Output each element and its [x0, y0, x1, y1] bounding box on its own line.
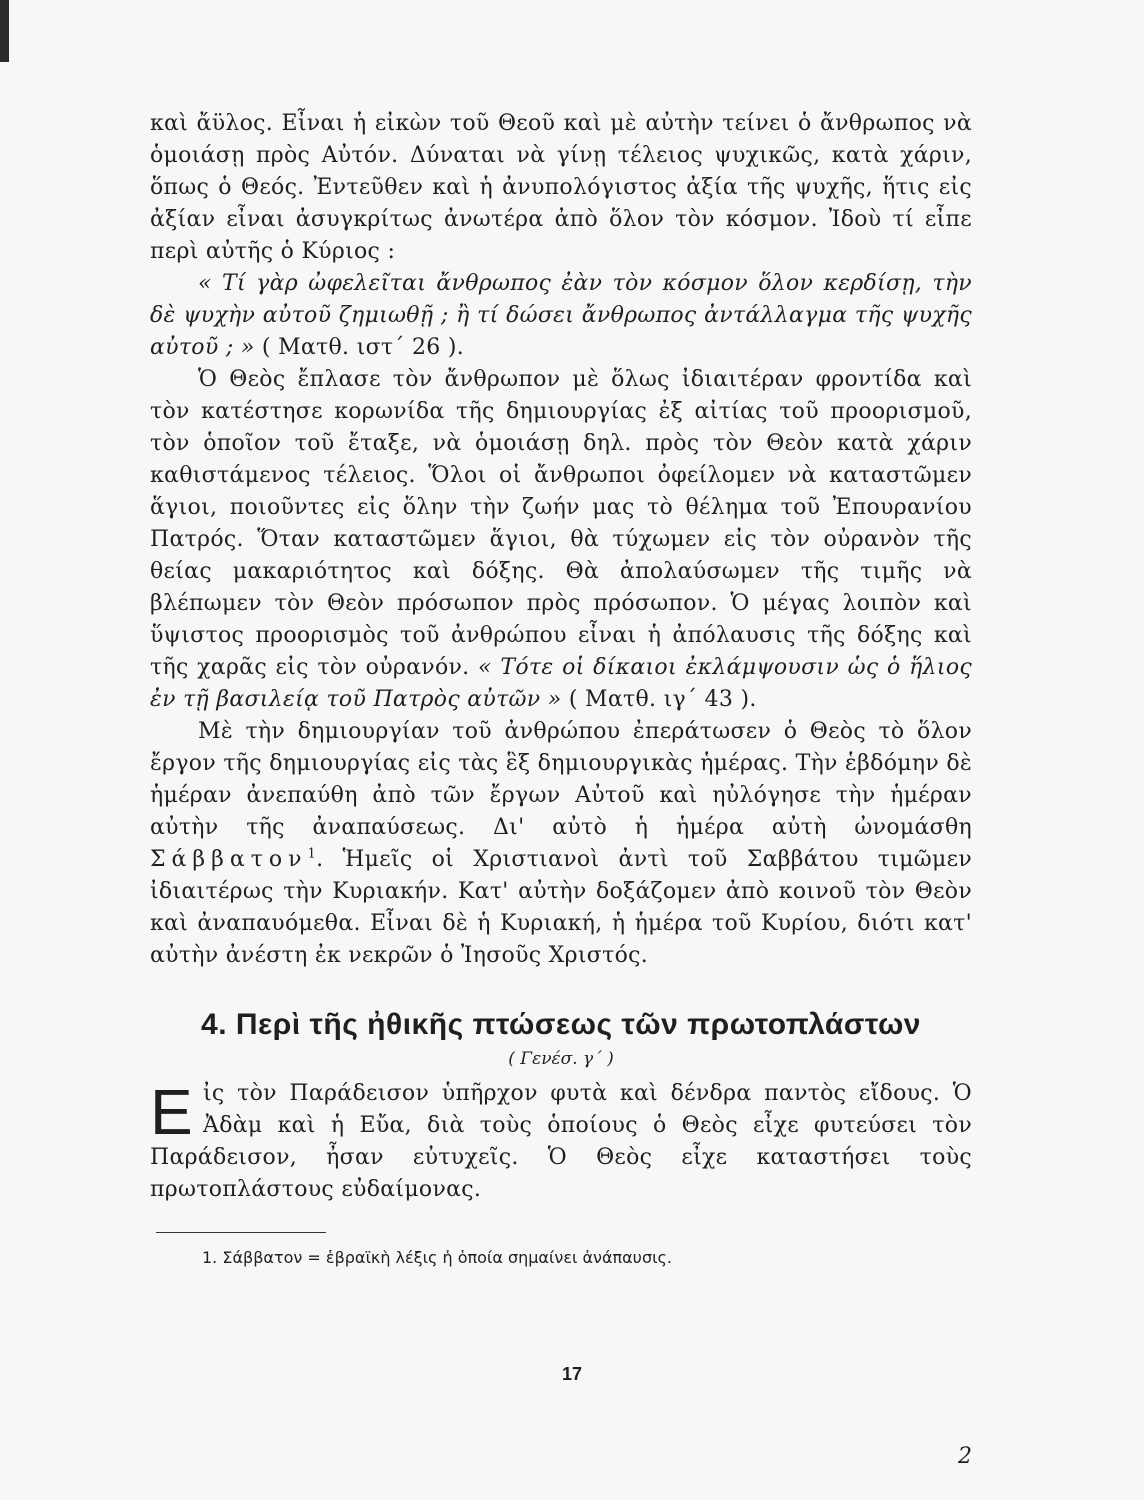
paragraph-3-text-b: . Ἡμεῖς οἱ Χριστιανοὶ ἀντὶ τοῦ Σαββάτου τιμῶμεν ἰδιαιτέρως τὴν Κυριακήν. Κατ' αὐτὴν δοξάζομεν ἀπὸ κοινοῦ τὸν Θεὸν καὶ ἀναπαυόμεθα. Εἶναι δὲ ἡ Κυριακή, ἡ ἡμέρα τοῦ Κυρίου, διότι κατ' αὐτὴν ἀνέστη ἐκ νεκρῶν ὁ Ἰησοῦς Χριστός.: [150, 847, 972, 968]
quote-2-reference: ( Ματθ. ιγ΄ 43 ).: [561, 687, 757, 712]
paragraph-2: [150, 364, 972, 716]
sabbath-word: Σάββατον: [150, 847, 308, 872]
page-number: 17: [561, 1364, 583, 1384]
section-paragraph: [150, 1078, 972, 1206]
page-body: [150, 108, 972, 1269]
footnote: 1. Σάββατον = ἑβραϊκὴ λέξις ἡ ὁποία σημαίνει ἀνάπαυσις.: [202, 1248, 672, 1267]
gospel-quote-1: [150, 268, 972, 364]
quote-1-reference: ( Ματθ. ιστ΄ 26 ).: [254, 335, 465, 360]
paragraph-3: [150, 716, 972, 972]
drop-cap-letter: Ε: [150, 1076, 193, 1148]
footnote-divider: [156, 1232, 326, 1233]
section-title: 4. Περὶ τῆς ἠθικῆς πτώσεως τῶν πρωτοπλάστων: [201, 1008, 921, 1041]
paragraph-1: καὶ ἄϋλος. Εἶναι ἡ εἰκὼν τοῦ Θεοῦ καὶ μὲ αὐτὴν τείνει ὁ ἄνθρωπος νὰ ὁμοιάσῃ πρὸς Αὐτόν. Δύναται νὰ γίνῃ τέλειος ψυχικῶς, κατὰ χάριν, ὅπως ὁ Θεός. Ἐντεῦθεν καὶ ἡ ἀνυπολόγιστος ἀξία τῆς ψυχῆς, ἥτις εἰς ἀξίαν εἶναι ἀσυγκρίτως ἀνωτέρα ἀπὸ ὅλον τὸν κόσμον. Ἰδοὺ τί εἶπε περὶ αὐτῆς ὁ Κύριος :: [150, 111, 972, 264]
scan-edge-mark: [0, 0, 9, 62]
quote-1-text: « Τί γὰρ ὠφελεῖται ἄνθρωπος ἐὰν τὸν κόσμον ὅλον κερδίσῃ, τὴν δὲ ψυχὴν αὐτοῦ ζημιωθῇ ; ἢ τί δώσει ἄνθρωπος ἀντάλλαγμα τῆς ψυχῆς αὐτοῦ ; »: [150, 271, 972, 360]
quote-2-text: « Τότε οἱ δίκαιοι ἐκλάμψουσιν ὡς ὁ ἥλιος ἐν τῇ βασιλείᾳ τοῦ Πατρὸς αὐτῶν »: [150, 655, 972, 712]
section-reference: ( Γενέσ. γ΄ ): [508, 1049, 614, 1069]
paragraph-2-text: Ὁ Θεὸς ἔπλασε τὸν ἄνθρωπον μὲ ὅλως ἰδιαιτέραν φροντίδα καὶ τὸν κατέστησε κορωνίδα τῆς δημιουργίας ἐξ αἰτίας τοῦ προορισμοῦ, τὸν ὁποῖον τοῦ ἔταξε, νὰ ὁμοιάσῃ δηλ. πρὸς τὸν Θεὸν κατὰ χάριν καθιστάμενος τέλειος. Ὅλοι οἱ ἄνθρωποι ὀφείλομεν νὰ καταστῶμεν ἅγιοι, ποιοῦντες εἰς ὅλην τὴν ζωήν μας τὸ θέλημα τοῦ Ἐπουρανίου Πατρός. Ὅταν καταστῶμεν ἅγιοι, θὰ τύχωμεν εἰς τὸν οὐρανὸν τῆς θείας μακαριότητος καὶ δόξης. Θὰ ἀπολαύσωμεν τῆς τιμῆς νὰ βλέπωμεν τὸν Θεὸν πρόσωπον πρὸς πρόσωπον. Ὁ μέγας λοιπὸν καὶ ὕψιστος προορισμὸς τοῦ ἀνθρώπου εἶναι ἡ ἀπόλαυσις τῆς δόξης καὶ τῆς χαρᾶς εἰς τὸν οὐρανόν.: [150, 367, 972, 680]
signature-mark: 2: [958, 1444, 972, 1469]
section-paragraph-text: ἰς τὸν Παράδεισον ὑπῆρχον φυτὰ καὶ δένδρα παντὸς εἴδους. Ὁ Ἀδὰμ καὶ ἡ Εὔα, διὰ τοὺς ὁποίους ὁ Θεὸς εἶχε φυτεύσει τὸν Παράδεισον, ἦσαν εὐτυχεῖς. Ὁ Θεὸς εἶχε καταστήσει τοὺς πρωτοπλάστους εὐδαίμονας.: [150, 1081, 972, 1202]
paragraph-3-text-a: Μὲ τὴν δημιουργίαν τοῦ ἀνθρώπου ἐπεράτωσεν ὁ Θεὸς τὸ ὅλον ἔργον τῆς δημιουργίας εἰς τὰς ἓξ δημιουργικὰς ἡμέρας. Τὴν ἑβδόμην δὲ ἡμέραν ἀνεπαύθη ἀπὸ τῶν ἔργων Αὐτοῦ καὶ ηὐλόγησε τὴν ἡμέραν αὐτὴν τῆς ἀναπαύσεως. Δι' αὐτὸ ἡ ἡμέρα αὐτὴ ὠνομάσθη: [150, 719, 972, 840]
footnote-marker[interactable]: 1: [307, 846, 317, 862]
